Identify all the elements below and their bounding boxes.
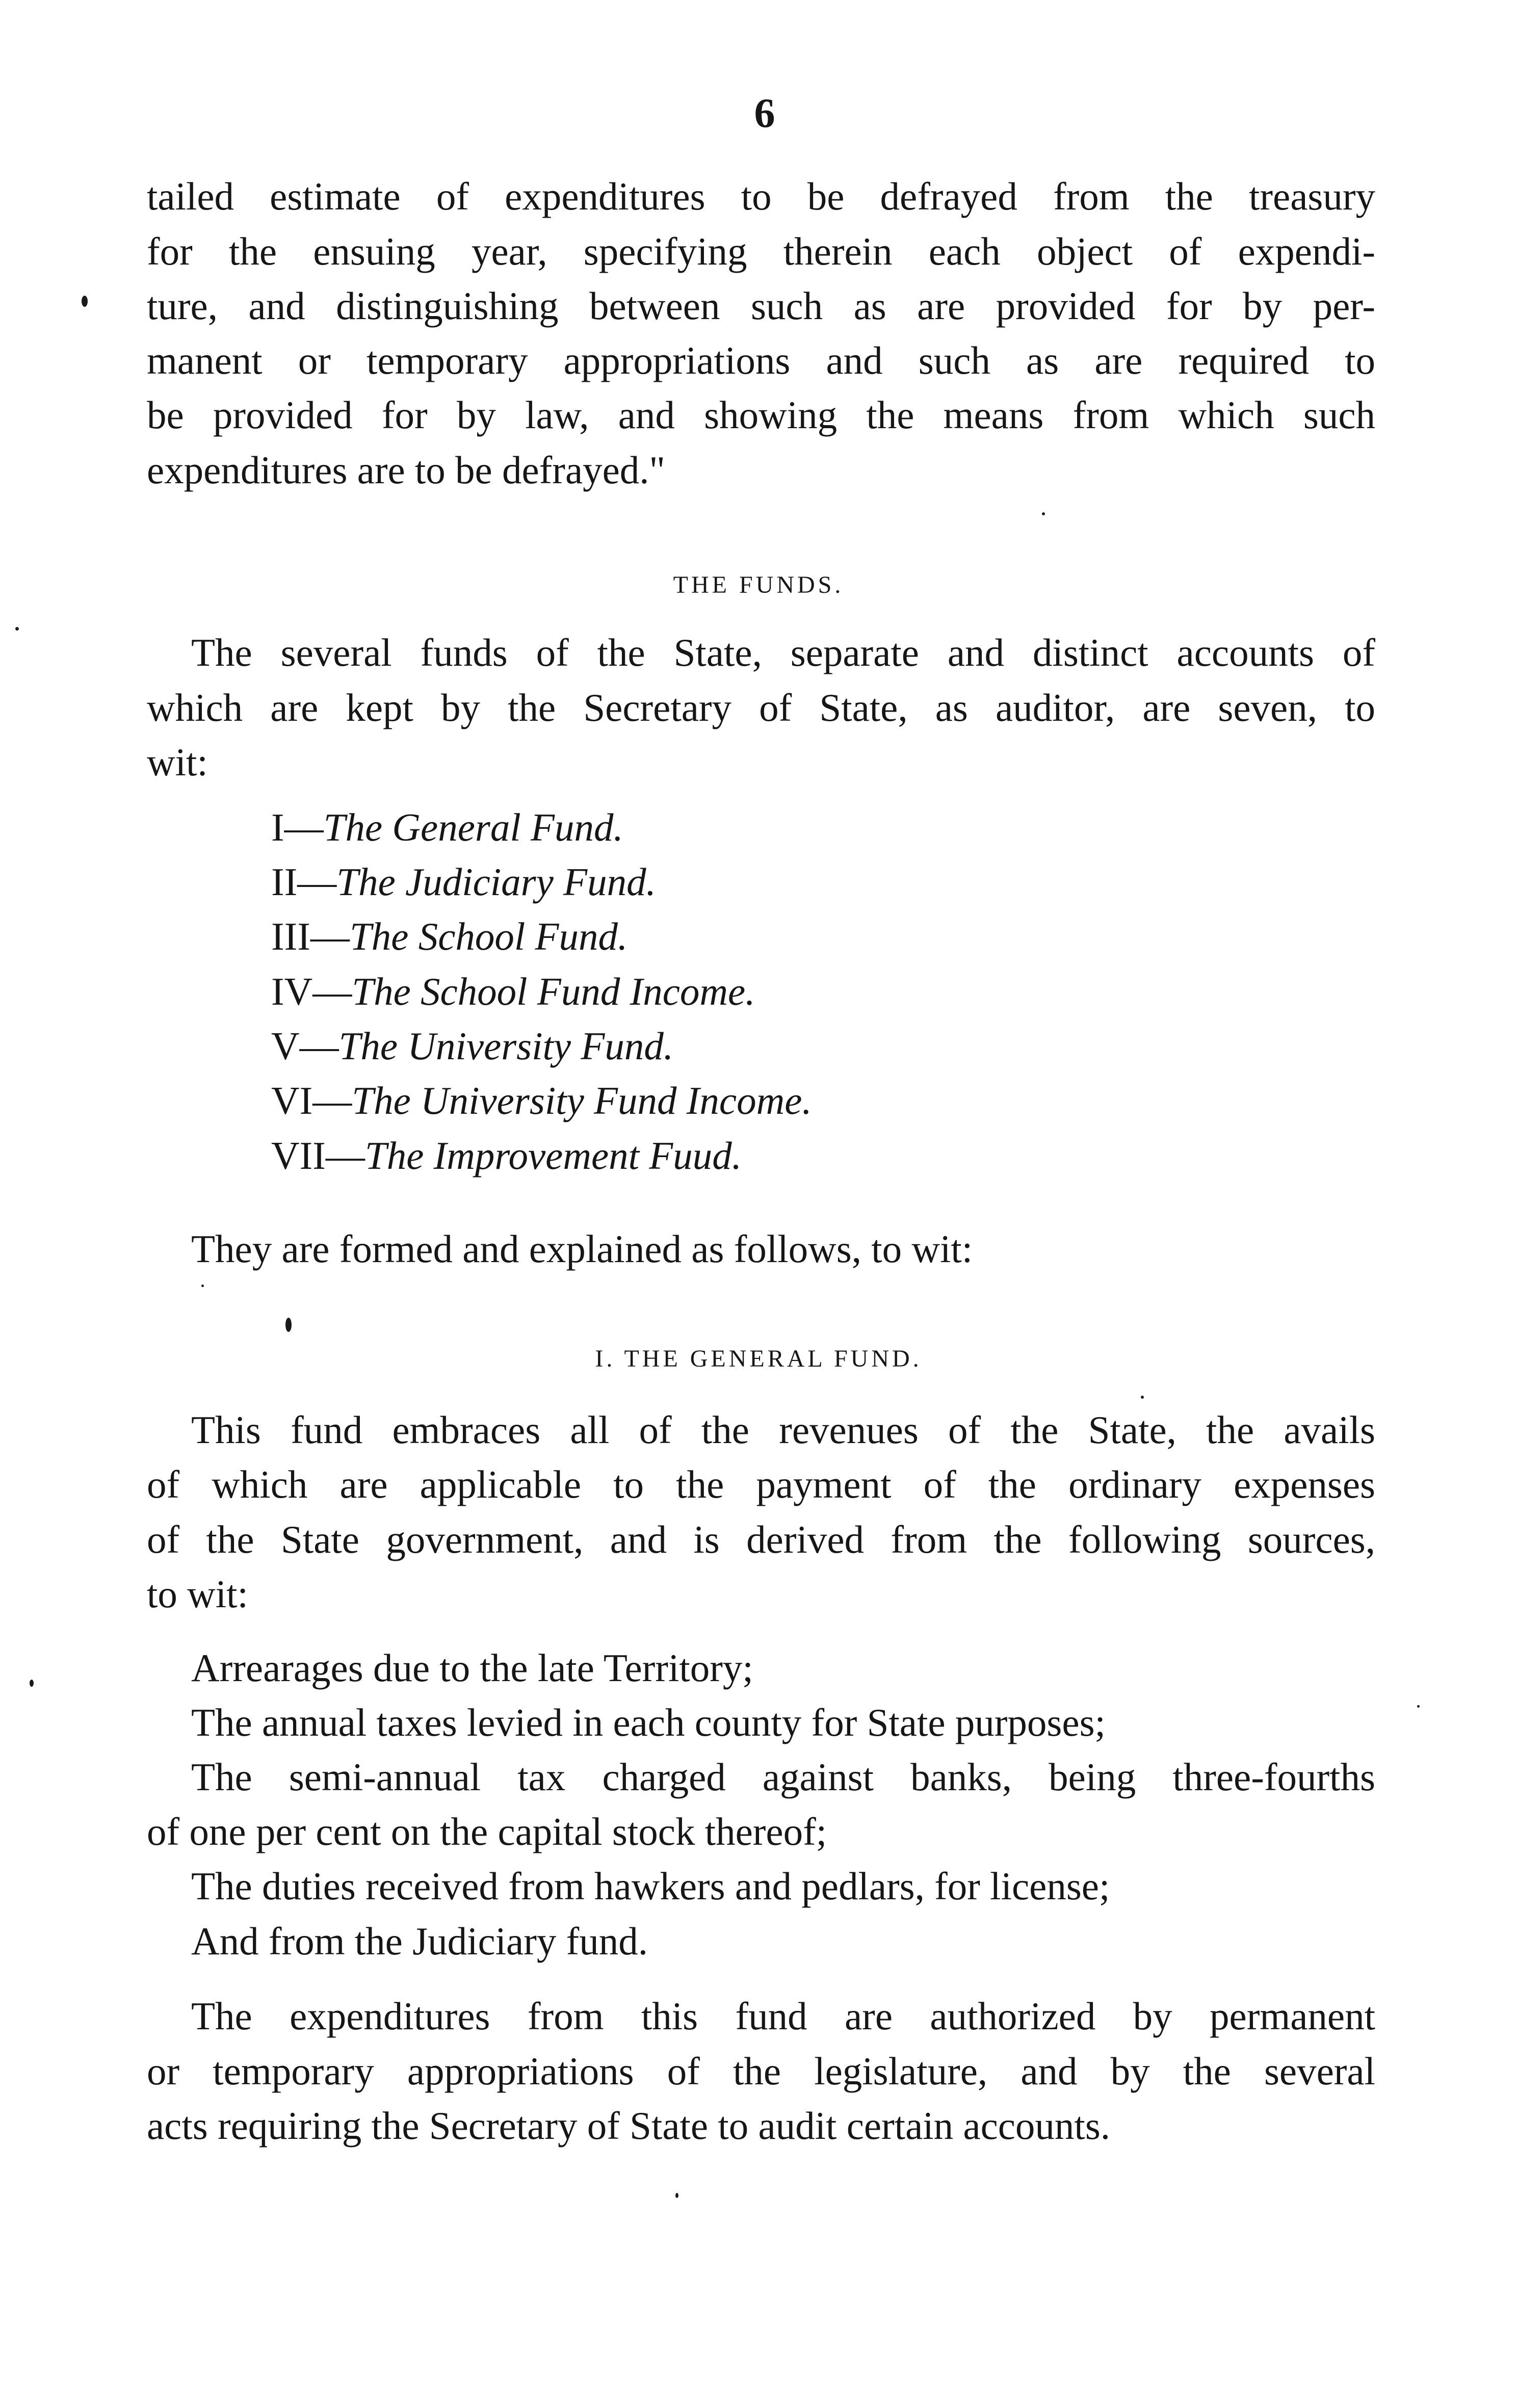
fund-name: The Improvement Fuud. — [364, 1134, 742, 1177]
fund-numeral: IV— — [271, 970, 352, 1013]
fund-name: The University Fund Income. — [352, 1079, 812, 1122]
fund-numeral: II— — [271, 860, 337, 904]
fund-list-item — [271, 1130, 742, 1181]
fund-numeral: III— — [271, 914, 350, 958]
fund-name: The School Fund Income. — [352, 970, 755, 1013]
fund-list-item — [271, 966, 755, 1017]
fund-list-item — [271, 1020, 673, 1071]
fund-numeral: I— — [271, 805, 324, 849]
ink-speck — [1417, 1705, 1420, 1708]
intro-line-4: manent or temporary appropriations and such as are required to — [147, 338, 1375, 382]
funds-explained-line: They are formed and explained as follows, to wit: — [191, 1227, 973, 1271]
ink-speck — [201, 1285, 204, 1287]
fund-list-item — [271, 911, 627, 962]
intro-line-6: expenditures are to be defrayed." — [147, 448, 665, 492]
intro-line-2: for the ensuing year, specifying therein each object of expendi- — [147, 229, 1375, 273]
fund-list-item — [271, 802, 623, 853]
ink-speck — [285, 1318, 292, 1332]
ink-speck — [15, 627, 19, 631]
funds-heading: THE FUNDS. — [673, 571, 844, 598]
fund-name: The General Fund. — [323, 805, 623, 849]
expenditures-line-2: or temporary appropriations of the legislature, and by the several — [147, 2049, 1375, 2093]
fund-list-item — [271, 1075, 812, 1126]
general-fund-line-4: to wit: — [147, 1572, 248, 1616]
funds-intro-line-1: The several funds of the State, separate and distinct accounts of — [191, 631, 1375, 674]
intro-line-3: ture, and distinguishing between such as are provided for by per- — [147, 284, 1375, 328]
general-fund-line-2: of which are applicable to the payment of the ordinary expenses — [147, 1462, 1375, 1506]
fund-list-item — [271, 856, 656, 907]
page-number: 6 — [754, 90, 775, 136]
source-line-1: Arrearages due to the late Territory; — [191, 1646, 753, 1690]
expenditures-line-3: acts requiring the Secretary of State to audit certain accounts. — [147, 2104, 1111, 2148]
intro-line-1: tailed estimate of expenditures to be defrayed from the treasury — [147, 174, 1375, 218]
intro-line-5: be provided for by law, and showing the means from which such — [147, 393, 1375, 437]
ink-speck — [1141, 1396, 1144, 1399]
fund-numeral: V— — [271, 1024, 339, 1068]
ink-speck — [675, 2193, 678, 2198]
funds-intro-line-3: wit: — [147, 740, 208, 784]
fund-name: The Judiciary Fund. — [336, 860, 656, 904]
general-fund-line-3: of the State government, and is derived from the following sources, — [147, 1517, 1375, 1561]
fund-name: The School Fund. — [349, 914, 628, 958]
expenditures-line-1: The expenditures from this fund are authorized by permanent — [191, 1994, 1375, 2038]
ink-speck — [30, 1680, 34, 1687]
fund-name: The University Fund. — [338, 1024, 674, 1068]
source-line-6: And from the Judiciary fund. — [191, 1919, 648, 1963]
fund-numeral: VI— — [271, 1079, 352, 1122]
ink-speck — [1042, 512, 1045, 515]
fund-numeral: VII— — [271, 1134, 365, 1177]
source-line-2: The annual taxes levied in each county for State purposes; — [191, 1700, 1106, 1744]
funds-intro-line-2: which are kept by the Secretary of State, as auditor, are seven, to — [147, 686, 1375, 729]
source-line-4: of one per cent on the capital stock thereof; — [147, 1810, 827, 1853]
general-fund-line-1: This fund embraces all of the revenues of the State, the avails — [191, 1408, 1375, 1452]
ink-speck — [82, 296, 88, 307]
source-line-3: The semi-annual tax charged against banks, being three-fourths — [191, 1755, 1375, 1799]
general-fund-heading: I. THE GENERAL FUND. — [595, 1345, 922, 1372]
source-line-5: The duties received from hawkers and pedlars, for license; — [191, 1864, 1110, 1908]
